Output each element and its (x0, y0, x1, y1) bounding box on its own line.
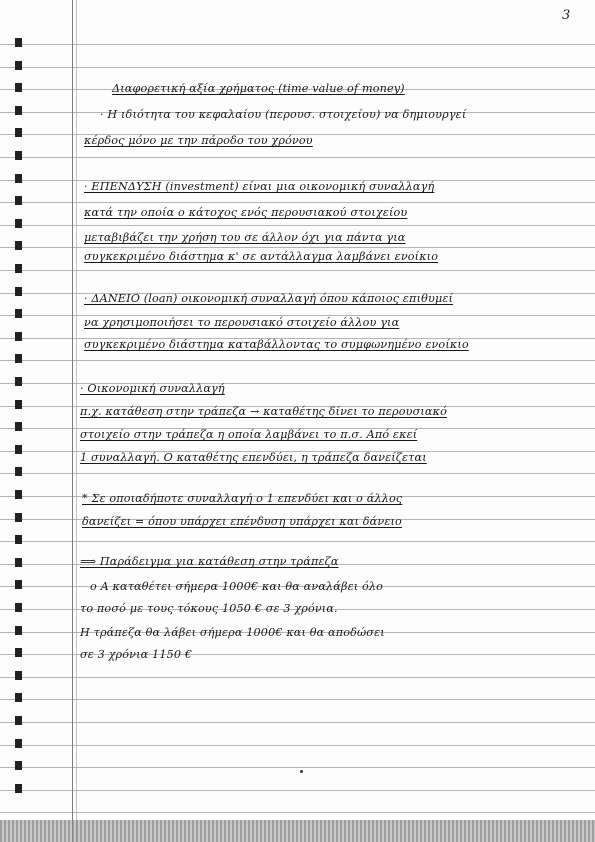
definition-investment: · ΕΠΕΝΔΥΣΗ (investment) είναι μια οικονομική συναλλαγή (84, 180, 435, 193)
binding-hole (15, 287, 22, 296)
binding-hole (15, 445, 22, 454)
ruled-line (0, 677, 595, 678)
binding-hole (15, 241, 22, 250)
binding-hole (15, 174, 22, 183)
ruled-line (0, 247, 595, 248)
ruled-line (0, 44, 595, 45)
text-line: συγκεκριμένο διάστημα καταβάλλοντας το συμφωνημένο ενοίκιο (84, 338, 469, 351)
text-line: κέρδος μόνο με την πάροδο του χρόνου (84, 134, 313, 147)
margin-line-inner (76, 0, 77, 842)
example-heading: ⟹ Παράδειγμα για κατάθεση στην τράπεζα (80, 555, 339, 568)
binding-hole (15, 400, 22, 409)
text-line: δανείζει = όπου υπάρχει επένδυση υπάρχει και δάνειο (82, 515, 402, 528)
binding-hole (15, 513, 22, 522)
binding-hole (15, 106, 22, 115)
binding-hole (15, 422, 22, 431)
binding-hole (15, 693, 22, 702)
binding-hole (15, 467, 22, 476)
scan-edge (0, 820, 595, 842)
economic-transaction-heading: · Οικονομική συναλλαγή (80, 382, 225, 395)
binding-hole (15, 558, 22, 567)
ink-dot (300, 770, 303, 773)
text-line: το ποσό με τους τόκους 1050 € σε 3 χρόνια. (80, 602, 338, 615)
ruled-line (0, 360, 595, 361)
binding-hole (15, 761, 22, 770)
ruled-line (0, 157, 595, 158)
binding-hole (15, 490, 22, 499)
binding-hole (15, 739, 22, 748)
binding-hole (15, 354, 22, 363)
text-line: συγκεκριμένο διάστημα κ' σε αντάλλαγμα λαμβάνει ενοίκιο (84, 250, 439, 263)
ruled-line (0, 790, 595, 791)
definition-loan: · ΔΑΝΕΙΟ (loan) οικονομική συναλλαγή όπου κάποιος επιθυμεί (84, 292, 454, 305)
ruled-line (0, 699, 595, 700)
binding-hole (15, 377, 22, 386)
ruled-line (0, 722, 595, 723)
text-line: κατά την οποία ο κάτοχος ενός περουσιακού στοιχείου (84, 206, 408, 219)
ruled-line (0, 473, 595, 474)
binding-hole (15, 332, 22, 341)
ruled-line (0, 745, 595, 746)
binding-hole (15, 580, 22, 589)
text-line: στοιχείο στην τράπεζα η οποία λαμβάνει το π.σ. Από εκεί (80, 428, 418, 441)
binding-hole (15, 83, 22, 92)
binding-hole (15, 626, 22, 635)
text-line: · Η ιδιότητα του κεφαλαίου (περουσ. στοιχείου) να δημιουργεί (100, 108, 467, 121)
ruled-line (0, 202, 595, 203)
binding-hole (15, 309, 22, 318)
ruled-line (0, 67, 595, 68)
binding-hole (15, 61, 22, 70)
binding-hole (15, 716, 22, 725)
ruled-line (0, 767, 595, 768)
binding-hole (15, 535, 22, 544)
binding-hole (15, 784, 22, 793)
binding-hole (15, 151, 22, 160)
binding-hole (15, 128, 22, 137)
margin-line (72, 0, 73, 842)
ruled-line (0, 812, 595, 813)
binding-hole (15, 219, 22, 228)
binding-hole (15, 603, 22, 612)
binding-hole (15, 648, 22, 657)
text-line: να χρησιμοποιήσει το περουσιακό στοιχείο άλλου για (84, 316, 400, 329)
ruled-line (0, 270, 595, 271)
binding-hole (15, 671, 22, 680)
binding-hole (15, 196, 22, 205)
section-title: Διαφορετική αξία χρήματος (time value of money) (112, 82, 405, 95)
ruled-line (0, 541, 595, 542)
note-line: * Σε οποιαδήποτε συναλλαγή ο 1 επενδύει και ο άλλος (82, 492, 403, 505)
binding-hole (15, 264, 22, 273)
page-number: 3 (562, 8, 571, 23)
binding-hole (15, 38, 22, 47)
text-line: σε 3 χρόνια 1150 € (80, 648, 193, 661)
ruled-line (0, 225, 595, 226)
text-line: μεταβιβάζει την χρήση του σε άλλον όχι για πάντα για (84, 231, 406, 244)
text-line: π.χ. κατάθεση στην τράπεζα → καταθέτης δίνει το περουσιακό (80, 405, 447, 418)
text-line: ο Α καταθέτει σήμερα 1000€ και θα αναλάβει όλο (90, 580, 383, 593)
text-line: 1 συναλλαγή. Ο καταθέτης επενδύει, η τράπεζα δανείζεται (80, 451, 427, 464)
text-line: Η τράπεζα θα λάβει σήμερα 1000€ και θα αποδώσει (80, 626, 385, 639)
